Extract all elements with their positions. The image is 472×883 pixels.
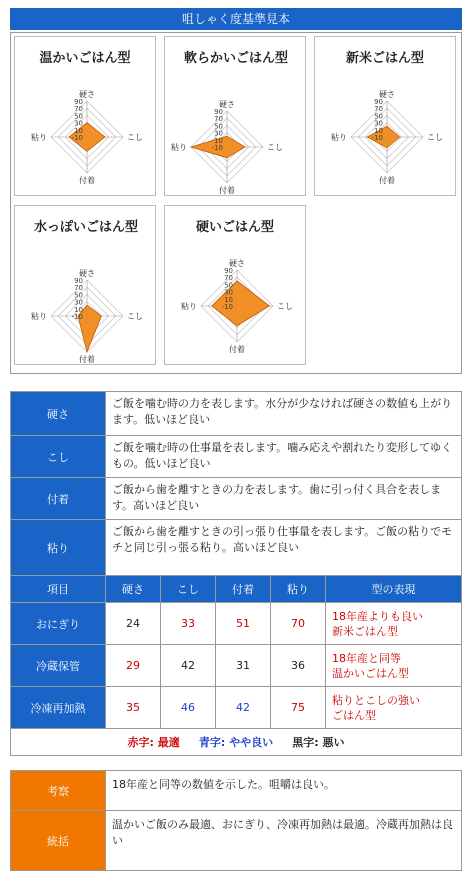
chart-title: 軟らかいごはん型 [183,51,288,66]
hardness-cell: 35 [106,687,161,729]
hardness-cell: 24 [106,603,161,645]
scale-label: 90 [74,277,83,285]
radar-chart [315,37,457,197]
table-row [11,603,462,645]
scale-label: 30 [374,119,383,128]
radar-chart [15,37,157,197]
scale-label: 30 [224,288,233,297]
definition-label: 粘り [11,520,106,576]
radar-chart-card [164,205,306,365]
table-header-row [11,576,462,603]
scale-label: 70 [214,115,223,124]
column-header: 硬さ [106,576,161,603]
definition-text: ご飯を噛む時の仕事量を表します。噛み応えや割れたり変形してゆくもの。低いほど良い [106,436,462,478]
axis-label-top: 硬さ [79,269,95,278]
axis-label-bottom: 付着 [79,176,95,185]
expression-line: 新米ごはん型 [332,624,398,638]
axis-label-left: 粘り [31,312,47,321]
axis-label-right: こし [277,302,293,311]
radar-chart-card [14,36,156,196]
summary-label: 考察 [11,771,106,811]
radar-area [212,281,270,326]
stickiness-cell: 36 [271,645,326,687]
stickiness-cell: 75 [271,687,326,729]
scale-label: 30 [214,129,223,138]
scale-label: -10 [211,144,223,152]
axis-label-left: 粘り [31,133,47,142]
definition-row [11,478,462,520]
legend [11,729,462,756]
expression-line: 温かいごはん型 [332,666,409,680]
scale-label: 50 [224,281,233,290]
definition-row [11,436,462,478]
radar-chart [165,37,307,197]
legend-row [11,729,462,756]
expression-cell [326,687,462,729]
definition-text: ご飯から歯を離すときの力を表します。歯に引っ付く具合を表します。高いほど良い [106,478,462,520]
koshi-cell: 33 [161,603,216,645]
koshi-cell: 46 [161,687,216,729]
legend-black: 黒字: 悪い [292,736,345,749]
summary-row [11,811,462,871]
scale-label: 90 [74,98,83,106]
radar-chart [165,206,307,366]
scale-label: 30 [74,298,83,307]
scale-label: 90 [214,108,223,116]
column-header: 項目 [11,576,106,603]
axis-label-bottom: 付着 [79,355,95,364]
axis-label-top: 硬さ [229,259,245,268]
axis-label-left: 粘り [181,302,197,311]
definition-row [11,520,462,576]
scale-label: 70 [74,284,83,293]
radar-chart-grid [10,32,462,374]
row-label: 冷蔵保管 [11,645,106,687]
summary-text: 温かいご飯のみ最適、おにぎり、冷凍再加熱は最適。冷蔵再加熱は良い [106,811,462,871]
axis-label-bottom: 付着 [229,345,245,354]
scale-label: 10 [214,136,223,145]
scale-label: -10 [71,134,83,142]
summary-text: 18年産と同等の数値を示した。咀嚼は良い。 [106,771,462,811]
definition-text: ご飯を噛む時の力を表します。水分が少なければ硬さの数値も上がります。低いほど良い [106,392,462,436]
expression-line: 18年産と同等 [332,651,401,665]
axis-label-top: 硬さ [79,90,95,99]
scale-label: 50 [74,291,83,300]
scale-label: 70 [224,274,233,283]
scale-label: -10 [71,313,83,321]
scale-label: 10 [224,295,233,304]
adhesion-cell: 51 [216,603,271,645]
table-row [11,645,462,687]
summary-label: 統括 [11,811,106,871]
scale-label: 90 [374,98,383,106]
expression-line: ごはん型 [332,708,376,722]
chart-title: 水っぽいごはん型 [33,220,138,235]
definition-row [11,392,462,436]
axis-label-left: 粘り [331,133,347,142]
row-label: 冷凍再加熱 [11,687,106,729]
page-title: 咀しゃく度基準見本 [10,8,462,30]
radar-chart-card [314,36,456,196]
scale-label: 50 [374,112,383,121]
definition-table [10,391,462,756]
scale-label: 10 [74,305,83,314]
axis-label-right: こし [427,133,443,142]
scale-label: 90 [224,267,233,275]
radar-chart-card [14,205,156,365]
definition-label: こし [11,436,106,478]
hardness-cell: 29 [106,645,161,687]
axis-label-top: 硬さ [219,100,235,109]
chart-title: 硬いごはん型 [195,220,274,235]
column-header: こし [161,576,216,603]
axis-label-right: こし [127,312,143,321]
table-row [11,687,462,729]
row-label: おにぎり [11,603,106,645]
scale-label: 10 [374,126,383,135]
legend-blue: 青字: やや良い [198,736,274,749]
chart-title: 温かいごはん型 [39,51,131,66]
expression-cell [326,603,462,645]
expression-line: 18年産よりも良い [332,609,423,623]
stickiness-cell: 70 [271,603,326,645]
summary-row [11,771,462,811]
scale-label: 70 [374,105,383,114]
expression-line: 粘りとこしの強い [332,693,420,707]
scale-label: 50 [74,112,83,121]
scale-label: 30 [74,119,83,128]
definition-text: ご飯から歯を離すときの引っ張り仕事量を表します。ご飯の粘りでモチと同じ引っ張る粘り。高いほど良い [106,520,462,576]
axis-label-right: こし [267,143,283,152]
radar-chart-card [164,36,306,196]
axis-label-top: 硬さ [379,90,395,99]
expression-cell [326,645,462,687]
scale-label: -10 [371,134,383,142]
adhesion-cell: 42 [216,687,271,729]
summary-table [10,770,462,871]
axis-label-right: こし [127,133,143,142]
axis-label-left: 粘り [171,143,187,152]
scale-label: 50 [214,122,223,131]
definition-label: 付着 [11,478,106,520]
column-header: 型の表現 [326,576,462,603]
axis-label-bottom: 付着 [379,176,395,185]
scale-label: 10 [74,126,83,135]
column-header: 付着 [216,576,271,603]
koshi-cell: 42 [161,645,216,687]
adhesion-cell: 31 [216,645,271,687]
column-header: 粘り [271,576,326,603]
chart-title: 新米ごはん型 [345,51,424,66]
radar-chart [15,206,157,366]
axis-label-bottom: 付着 [219,186,235,195]
definition-label: 硬さ [11,392,106,436]
legend-red: 赤字: 最適 [127,736,180,749]
scale-label: 70 [74,105,83,114]
scale-label: -10 [221,303,233,311]
